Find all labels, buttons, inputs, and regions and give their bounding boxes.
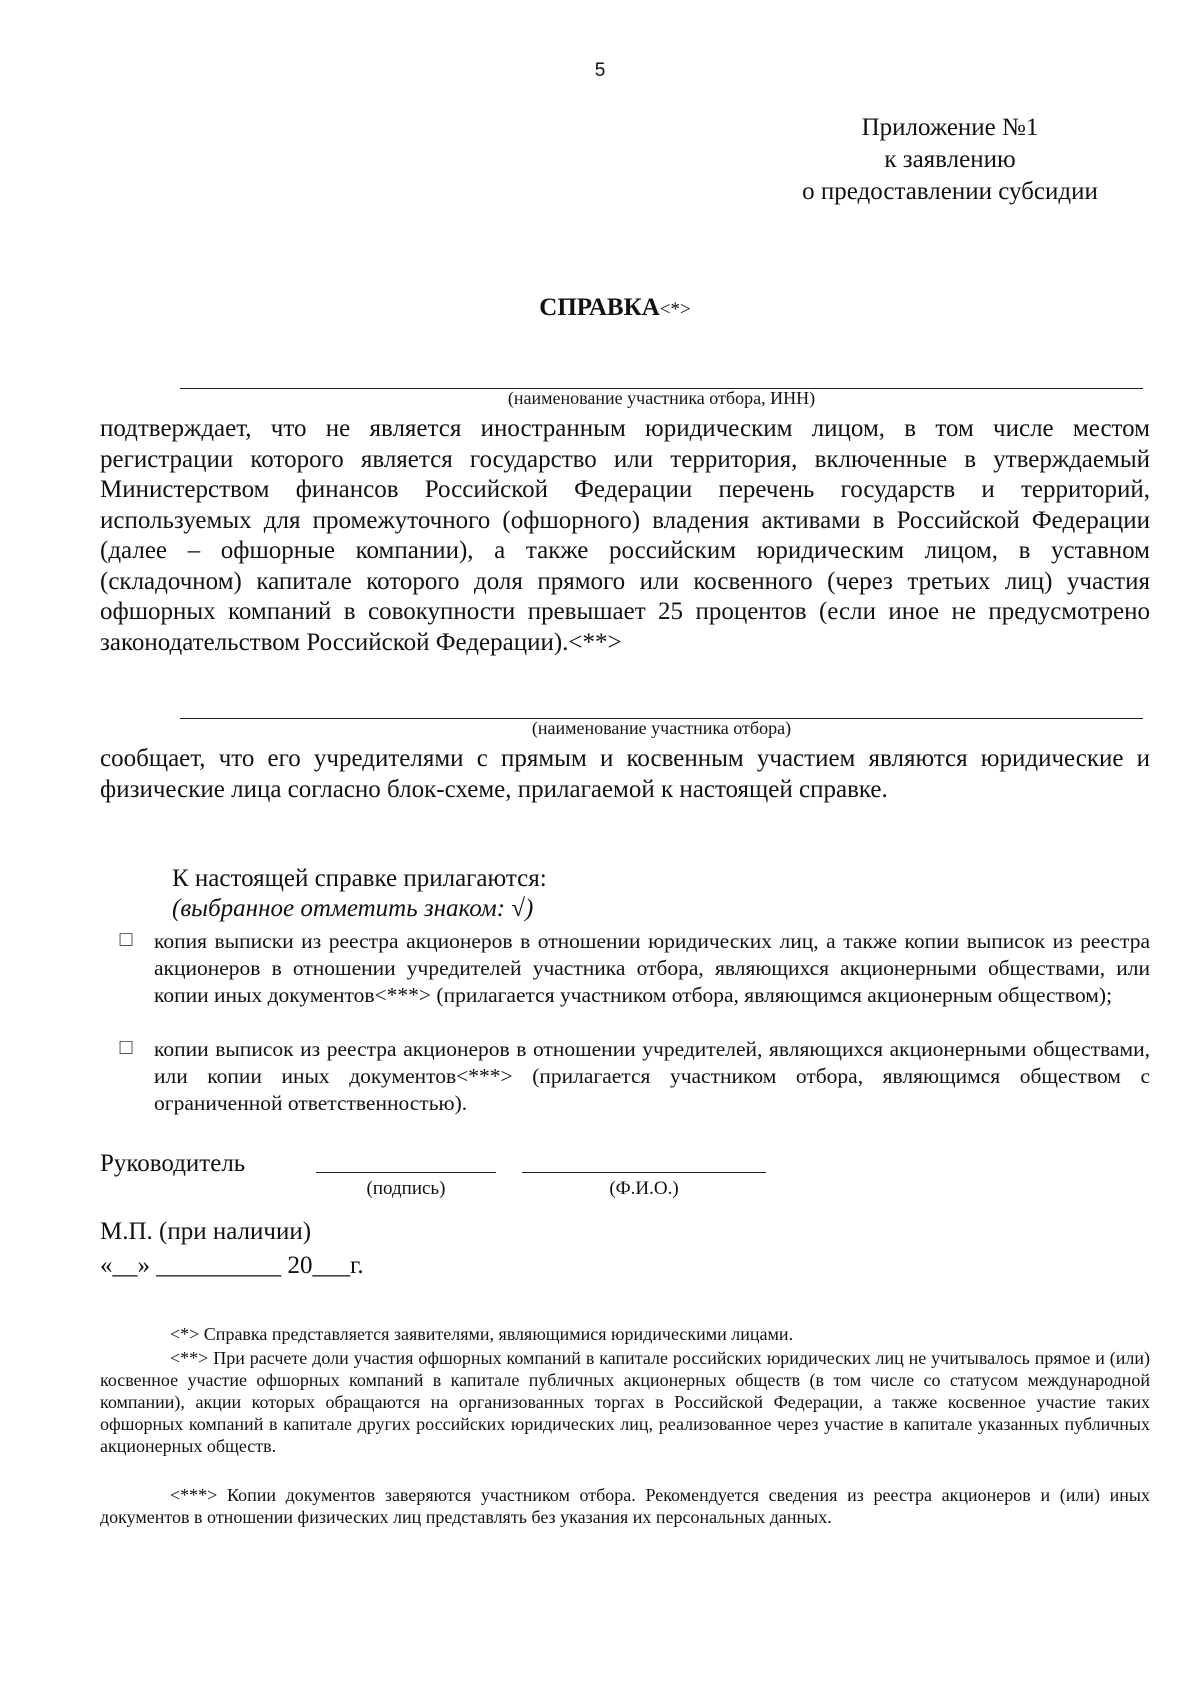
footnote-1 <box>100 1323 1150 1345</box>
attachment-item-2 <box>100 1036 1150 1117</box>
full-name-field[interactable] <box>522 1172 766 1173</box>
document-title-text: СПРАВКА <box>539 294 660 321</box>
footnote-2 <box>100 1347 1150 1457</box>
signature-label: Руководитель <box>100 1150 246 1177</box>
paragraph-founders: сообщает, что его учредителями с прямым и косвенным участием являются юридические и физические лица согласно блок-схеме, прилагаемой к настоящей справке. <box>100 745 1150 803</box>
document-title <box>0 294 1200 322</box>
checkbox-icon[interactable]: ☐ <box>118 1038 135 1059</box>
paragraph-confirmation: подтверждает, что не является иностранным юридическим лицом, в том числе местом регистрации которого является государство или территория, включенные в утверждаемый Министерством финансов Российской Федерации перечень государств и территорий, используемых для промежуточного (офшорного) владения активами в Российской Федерации (далее – офшорные компании), а также российским юридическим лицом, в уставном (складочном) капитале которого доля прямого или косвенного (через третьих лиц) участия офшорных компаний в совокупности превышает 25 процентов (если иное не предусмотрено законодательством Российской Федерации).<**> <box>100 415 1150 656</box>
checkbox-icon[interactable]: ☐ <box>118 930 135 951</box>
attachment-item-1 <box>100 928 1150 1009</box>
footnote-1-text: <*> Справка представляется заявителями, являющимися юридическими лицами. <box>170 1324 794 1344</box>
document-title-footnote-mark: <*> <box>659 299 691 320</box>
page-number: 5 <box>594 60 606 81</box>
attachments-note: (выбранное отметить знаком: √) <box>172 895 534 922</box>
attachment-item-1-text: копия выписки из реестра акционеров в отношении юридических лиц, а также копии выписок из реестра акционеров в отношении учредителей участника отбора, являющихся акционерными обществами, или копии иных документов<***> (прилагается участником отбора, являющимся акционерным обществом); <box>154 929 1150 1007</box>
footnote-2-text: <**> При расчете доли участия офшорных компаний в капитале российских юридических лиц не учитывалось прямое и (или) косвенное участие офшорных компаний в капитале публичных акционерных обществ (в том числе со статусом международной компании), акции которых обращаются на организованных торгах в Российской Федерации, а также косвенное участие таких офшорных компаний в капитале других российских юридических лиц, реализованное через участие в капитале указанных публичных акционерных обществ. <box>100 1348 1150 1456</box>
participant-name-hint: (наименование участника отбора) <box>531 718 792 738</box>
signature-field[interactable] <box>316 1172 496 1173</box>
appendix-line-3: о предоставлении субсидии <box>802 178 1098 205</box>
attachments-heading: К настоящей справке прилагаются: <box>172 865 547 892</box>
participant-name-inn-hint: (наименование участника отбора, ИНН) <box>507 388 816 408</box>
appendix-header <box>700 112 1200 208</box>
date-line: «__» __________ 20___г. <box>100 1252 364 1279</box>
stamp-place: М.П. (при наличии) <box>100 1218 312 1245</box>
footnote-3-text: <***> Копии документов заверяются участником отбора. Рекомендуется сведения из реестра акционеров и (или) иных документов в отношении физических лиц представлять без указания их персональных данных. <box>100 1485 1150 1527</box>
appendix-line-2: к заявлению <box>884 146 1016 173</box>
attachment-item-2-text: копии выписок из реестра акционеров в отношении учредителей, являющихся акционерными обществами, или копии иных документов<***> (прилагается участником отбора, являющимся обществом с ограниченной ответственностью). <box>154 1037 1150 1115</box>
footnote-3 <box>100 1484 1150 1528</box>
signature-hint: (подпись) <box>366 1178 446 1199</box>
full-name-hint: (Ф.И.О.) <box>609 1178 679 1199</box>
appendix-line-1: Приложение №1 <box>861 114 1039 141</box>
